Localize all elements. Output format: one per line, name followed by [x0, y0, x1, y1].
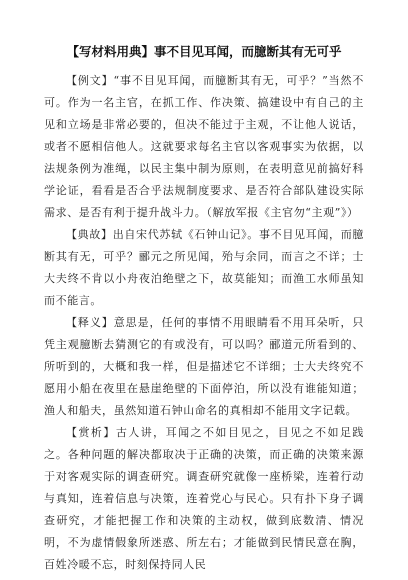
- section-text: 古人讲，耳闻之不如目见之，目见之不如足践之。各种问题的解决都取决于正确的决策，而正确的决策来源于对客观实际的调查研究。调查研究就像一座桥梁，连着行动与真知，连着信息与决策，连着党心与民心。只有扑下身子调查研究，才能把握工作和决策的主动权，做到底数清、情况明，不为虚情假象所迷惑、所左右；才能做到民情民意在胸，百姓冷暖不忘，时刻保持同人民: [44, 426, 364, 571]
- section-text: 意思是，任何的事情不用眼睛看不用耳朵听，只凭主观臆断去猜测它的有或没有，可以吗？郦道元所看到的、所听到的，大概和我一样，但是描述它不详细；士大夫终究不愿用小船在夜里在悬崖绝壁的下面停泊，所以没有谁能知道；渔人和船夫，虽然知道石钟山命名的真相却不能用文字记载。: [44, 316, 364, 417]
- section-tag: 【赏析】: [66, 426, 116, 439]
- section-appreciation: [44, 422, 364, 576]
- section-tag: 【典故】: [66, 228, 113, 241]
- section-tag: 【例文】: [66, 74, 114, 87]
- section-meaning: [44, 312, 364, 422]
- section-tag: 【释义】: [66, 316, 114, 329]
- document-title: 【写材料用典】事不目见耳闻，而臆断其有无可乎: [66, 44, 342, 59]
- section-example: [44, 70, 364, 224]
- section-text: “事不目见耳闻，而臆断其有无，可乎？”当然不可。作为一名主官，在抓工作、作决策、搞建设中有自己的主见和立场是非常必要的，但决不能过于主观，不让他人说话，或者不愿相信他人。这就要求每名主官以客观事实为依据，以法规条例为准绳，以民主集中制为原则，在表明意见前搞好科学论证，看看是否合乎法规制度要求、是否符合部队建设实际需求、是否有利于提升战斗力。（解放军报《主官勿“主观”》）: [44, 74, 364, 219]
- section-text: 出自宋代苏轼《石钟山记》。事不目见耳闻，而臆断其有无，可乎？郦元之所见闻，殆与余同，而言之不详；士大夫终不肯以小舟夜泊绝壁之下，故莫能知；而渔工水师虽知而不能言。: [44, 228, 364, 307]
- section-allusion: [44, 224, 364, 312]
